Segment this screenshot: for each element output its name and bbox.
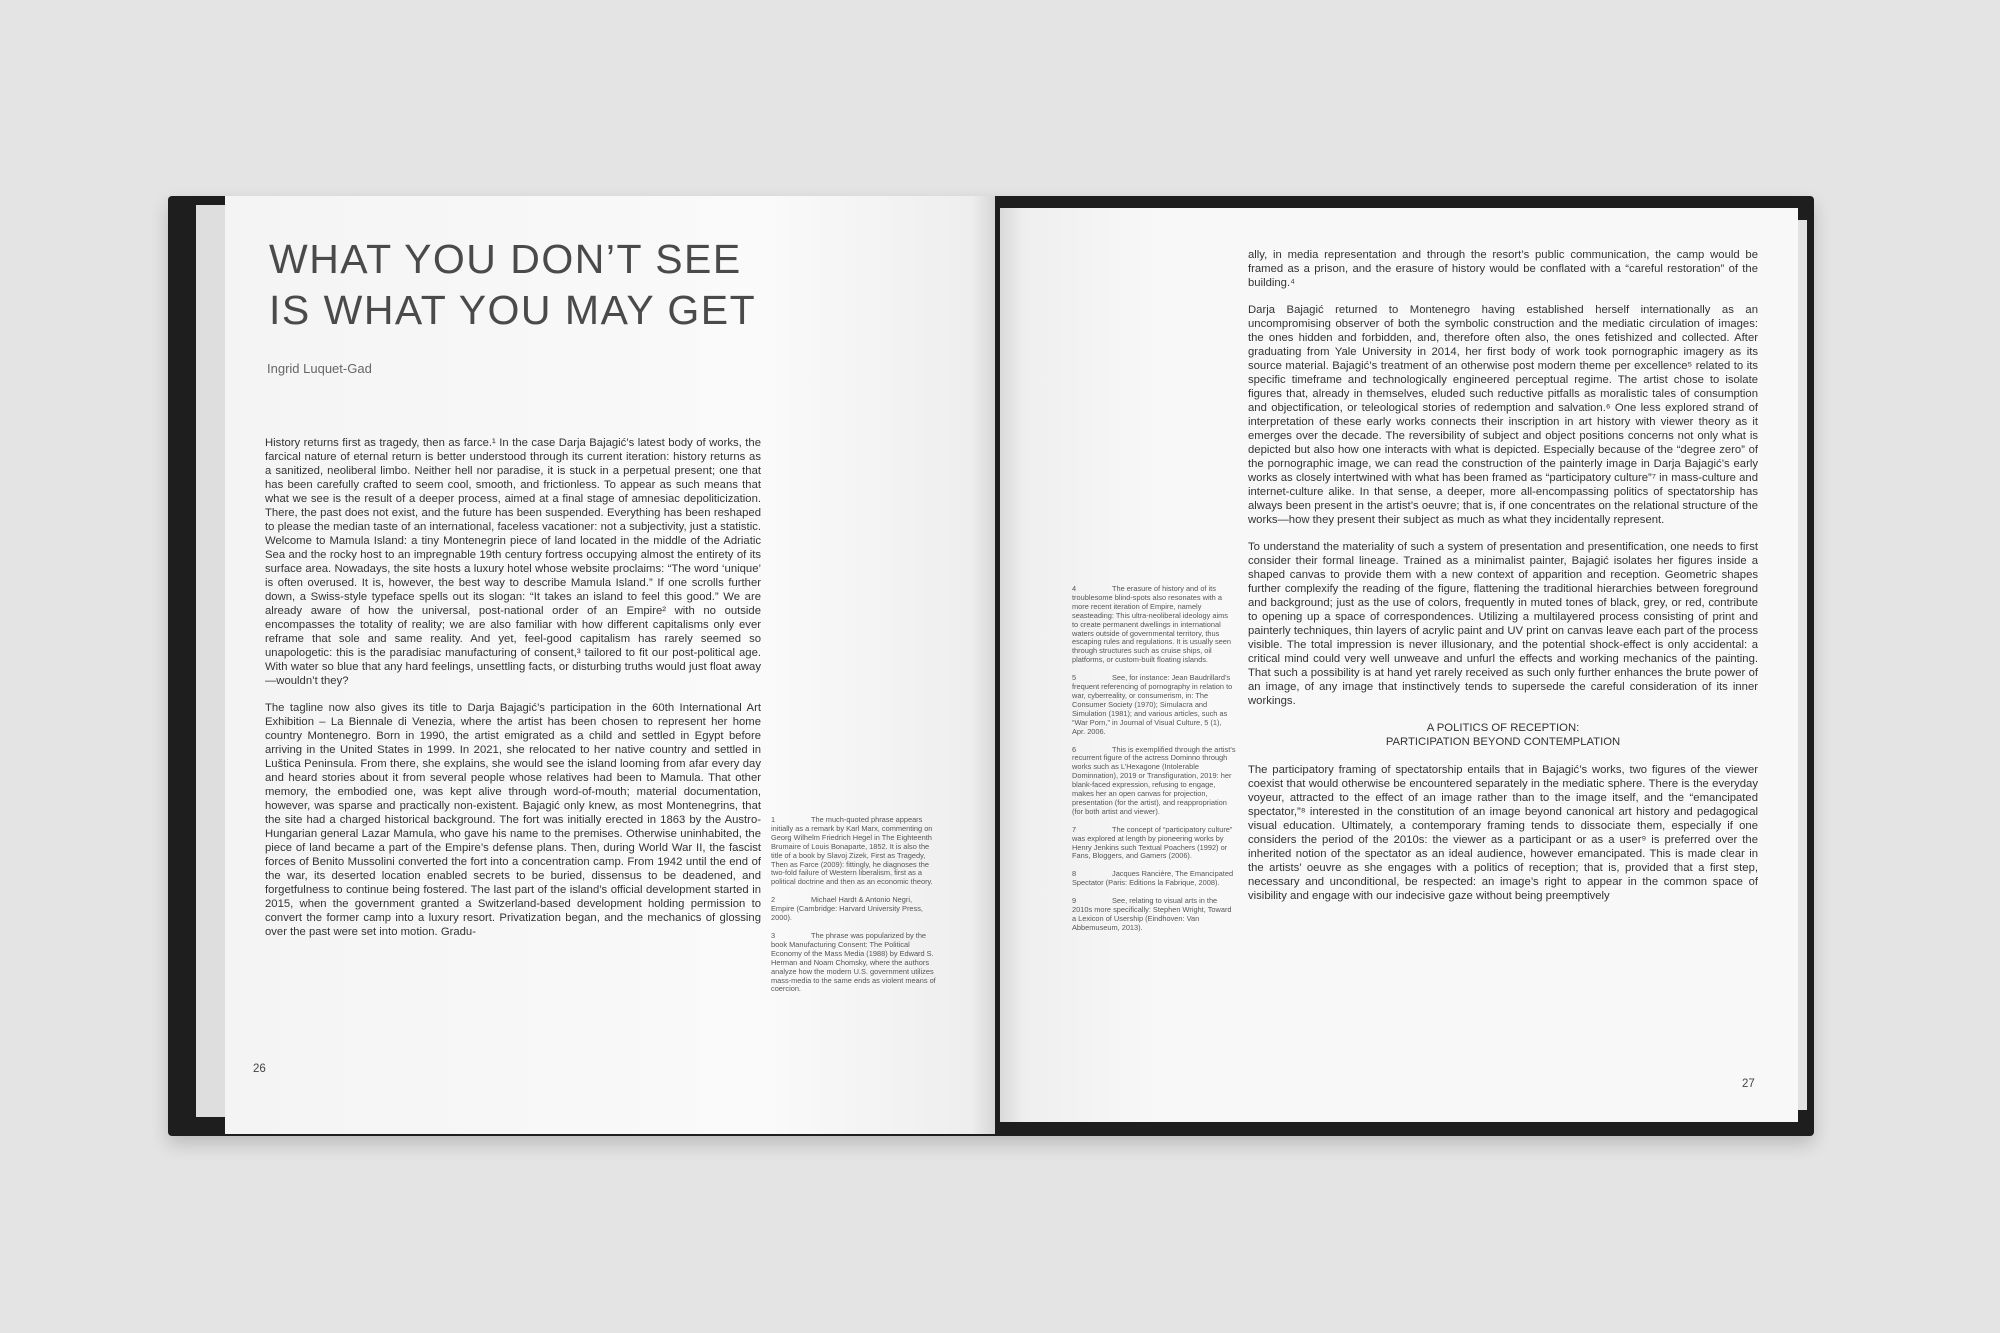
footnote: 7 The concept of “participatory culture” was explored at length by pioneering works by Henry Jenkins such Textual Poachers (1992) or Fans, Bloggers, and Gamers (2006). bbox=[1072, 824, 1233, 861]
page-number: 26 bbox=[253, 1063, 266, 1075]
paragraph: The tagline now also gives its title to Darja Bajagić’s participation in the 60th International Art Exhibition – La Biennale di Venezia, where the artist has been chosen to represent her home country Montenegro. Born in 1990, the artist emigrated as a child and settled in Egypt before arriving in the United States in 1999. In 2021, she relocated to her native country and settled in Luštica Peninsula. From there, she explains, she would see the island looming from afar every day and heard stories about it from several people whose relatives had been to Mamula. That other memory, the embodied one, was kept alive through word-of-mouth; material documentation, however, was sparse and practically non-existent. Bajagić only knew, as most Montenegrins, that the site had a charged historical background. The fort was initially erected in 1863 by the Austro-Hungarian general Lazar Mamula, who gave his name to the premises. Otherwise uninhabited, the piece of land became a part of the Empire’s defense plans. Then, during World War II, the fascist forces of Benito Mussolini converted the fort into a concentration camp. From 1942 until the end of the war, its deserted location enabled secrets to be buried, dissensus to be deadened, and forgetfulness to continue being fostered. The last part of the island’s official development started in 2015, when the government granted a Switzerland-based development holding permission to convert the former camp into a luxury resort. Privatization began, and the mechanics of glossing over the past were set into motion. Gradu- bbox=[265, 702, 761, 938]
right-body-text bbox=[1248, 248, 1758, 916]
author-name: Ingrid Luquet-Gad bbox=[267, 361, 372, 376]
right-page bbox=[1000, 208, 1798, 1122]
footnote: 3 The phrase was popularized by the book Manufacturing Consent: The Political Economy of the Mass Media (1988) by Edward S. Herman and Noam Chomsky, where the authors analyze how the modern U.S. government utilizes mass-media to the same ends as violent means of coercion. bbox=[771, 930, 936, 994]
paragraph: Darja Bajagić returned to Montenegro having established herself internationally as an uncompromising observer of both the symbolic construction and the mediatic circulation of images: the ones hidden and forbidden, and, therefore often also, the ones fetishized and collected. After graduating from Yale University in 2014, her first body of work took pornographic imagery as its source material. Bajagić’s treatment of an otherwise post modern theme per excellence⁵ related to its specific timeframe and technologically engineered perceptual regime. The artist chose to isolate figures that, already in themselves, eluded such reductive pitfalls as moralistic tales of consumption and objectification, or teleological stories of redemption and salvation.⁶ One less explored strand of interpretation of these early works connects their inscription in art history with viewer theory as it emerges over the decade. The reversibility of subject and object positions concerns not only what is depicted but also how one interacts with what is depicted. Especially because of the “degree zero” of the pornographic image, we can read the construction of the painterly image in Darja Bajagić’s early works as closely intertwined with what has been framed as “participatory culture”⁷ in mass-culture and internet-culture alike. In that sense, a deeper, more all-encompassing politics of spectatorship has always been present in the artist’s oeuvre; that is, if one concentrates on the relational structure of the works—how they present their subject as much as what they incidentally represent. bbox=[1248, 304, 1758, 526]
paragraph: To understand the materiality of such a system of presentation and presentification, one needs to first consider their formal lineage. Trained as a minimalist painter, Bajagić isolates her figures inside a shaped canvas to provide them with a new context of apparition and reception. Geometric shapes further complexify the reading of the figure, flattening the traditional hierarchies between foreground and background; just as the use of colors, frequently in muted tones of black, grey, or red, contribute to opening up a space of correspondences. Utilizing a multilayered process consisting of print and painterly techniques, thin layers of acrylic paint and UV print on canvas leave each part of the process visible. The total impression is never illusionary, and the potential shock-effect is only accidental: a critical mind could very well unweave and unfurl the effects and working mechanics of the painting. That such a possibility is at hand yet rarely received as such only further enhances the brute power of an image, of any image that instinctively tends to supersede the careful consideration of its inner workings. bbox=[1248, 541, 1758, 707]
footnote: 9 See, relating to visual arts in the 2010s more specifically: Stephen Wright, Toward a Lexicon of Usership (Eindhoven: Van Abbemuseum, 2013). bbox=[1072, 896, 1232, 932]
paragraph: ally, in media representation and through the resort’s public communication, the camp would be framed as a prison, and the erasure of history would be conflated with a “careful restoration” of the building.⁴ bbox=[1248, 249, 1758, 289]
article-title: WHAT YOU DON’T SEE IS WHAT YOU MAY GET bbox=[269, 236, 757, 333]
left-footnotes bbox=[771, 816, 937, 1003]
left-page bbox=[225, 196, 995, 1134]
page-number: 27 bbox=[1742, 1078, 1755, 1090]
footnote: 4 The erasure of history and of its troublesome blind-spots also resonates with a more recent iteration of Empire, namely seasteading: This ultra-neoliberal ideology aims to create permanent dwellings in international waters outside of governmental territory, thus escaping rules and regulations. It is usually seen through structures such as cruise ships, oil platforms, or custom-built floating islands. bbox=[1072, 584, 1231, 665]
page-edge bbox=[196, 205, 226, 1117]
paragraph: History returns first as tragedy, then as farce.¹ In the case Darja Bajagić’s latest body of works, the farcical nature of eternal return is better understood through its current iteration: history returns as a sanitized, neoliberal limbo. Neither hell nor paradise, it is stuck in a perpetual present; one that has been carefully crafted to seem cool, smooth, and frictionless. To appear as such means that what we see is the result of a deeper process, aimed at a final stage of amnesiac depoliticization. There, the past does not exist, and the future has been suspended. Everything has been reshaped to please the median taste of an international, faceless vacationer: not a subjectivity, just a statistic. Welcome to Mamula Island: a tiny Montenegrin piece of land located in the middle of the Adriatic Sea and the rocky host to an impregnable 19th century fortress occupying almost the entirety of its surface area. Nowadays, the site hosts a luxury hotel whose website proclaims: “The word ‘unique’ is often overused. It is, however, the best way to describe Mamula Island.” If one scrolls further down, a Swiss-style typeface spells out its slogan: “It takes an island to feel this good.” We are already aware of how the universal, post-national order of an Empire² with no outside encompasses the totality of reality; we are also familiar with how different capitalisms only ever reframe that sole and same reality. And yet, feel-good capitalism has rarely seemed so unapologetic: this is the paradisiac manufacturing of consent,³ tailored to fit our post-political age. With water so blue that any hard feelings, unsettling facts, or disturbing truths would just float away—wouldn’t they? bbox=[265, 437, 761, 687]
footnote: 1 The much-quoted phrase appears initially as a remark by Karl Marx, commenting on Georg Wilhelm Friedrich Hegel in The Eighteenth Brumaire of Louis Bonaparte, 1852. It is also the title of a book by Slavoj Zizek, First as Tragedy, Then as Farce (2009): fittingly, he diagnoses the two-fold failure of Western liberalism, first as a political doctrine and then as an economic theory. bbox=[771, 815, 933, 887]
right-footnotes bbox=[1072, 585, 1236, 942]
footnote: 5 See, for instance: Jean Baudrillard’s frequent referencing of pornography in relation to war, cyberreality, or consumerism, in: The Consumer Society (1970); Simulacra and Simulation (1981); and various articles, such as “War Porn,” in Journal of Visual Culture, 5 (1), Apr. 2006. bbox=[1072, 673, 1233, 736]
section-heading: A POLITICS OF RECEPTION: PARTICIPATION BEYOND CONTEMPLATION bbox=[1385, 722, 1621, 748]
footnote: 8 Jacques Rancière, The Emancipated Spectator (Paris: Editions la Fabrique, 2008). bbox=[1072, 869, 1234, 888]
footnote: 6 This is exemplified through the artist’s recurrent figure of the actress Dominno through works such as L’Hexagone (Intolerable Dominnation), 2019 or Transfiguration, 2019: her blank-faced expression, refusing to engage, makes her an open canvas for projection, presentation (for the artist), and reappropriation (for both artist and viewer). bbox=[1072, 744, 1236, 816]
paragraph: The participatory framing of spectatorship entails that in Bajagić’s works, two figures of the viewer coexist that would otherwise be encountered separately in the mediatic sphere. There is the everyday voyeur, attracted to the effect of an image rather than to the image itself, and the “emancipated spectator,”⁸ interested in the constitution of an image beyond canonical art history and pedagogical visual education. Ultimately, a contemporary framing tends to dissociate them, especially if one considers the period of the 2010s: the viewer as a participant or as a user⁹ is preferred over the inherited notion of the spectator as an ideal audience, however emancipated. This is made clear in the artists’ oeuvre as she engages with a politics of reception; that is, provided that a first step, necessary and unconditional, be respected: an image’s right to appear in the common space of visibility and engage with our indecisive gaze without being preemptively bbox=[1248, 764, 1758, 902]
left-body-text bbox=[265, 436, 761, 952]
footnote: 2 Michael Hardt & Antonio Negri, Empire (Cambridge: Harvard University Press, 2000). bbox=[771, 895, 923, 923]
